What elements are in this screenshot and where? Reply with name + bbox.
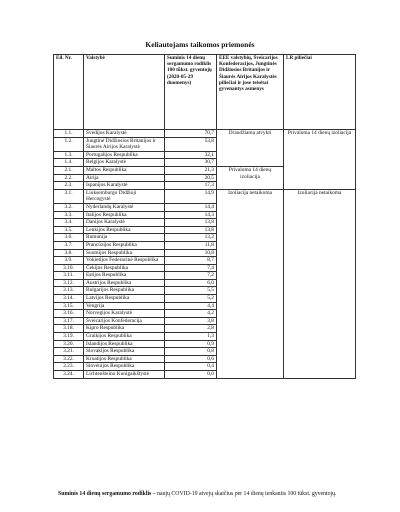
row-incidence-value: 17,3 bbox=[165, 182, 217, 190]
row-incidence-value: 70,7 bbox=[165, 130, 217, 138]
row-nr: 3.21. bbox=[54, 348, 84, 356]
row-incidence-value: 13,2 bbox=[165, 234, 217, 242]
row-state: Lenkijos Respublika bbox=[84, 226, 165, 234]
row-state: Jungtinė Didžiosios Britanijos ir Šiaurės Airijos Karalystė bbox=[84, 137, 165, 151]
row-state: Šveicarijos Konfederacija bbox=[84, 317, 165, 325]
row-incidence-value: 14,3 bbox=[165, 211, 217, 219]
row-incidence-value: 2,8 bbox=[165, 325, 217, 333]
row-state: Nyderlandų Karalystė bbox=[84, 203, 165, 211]
row-state: Italijos Respublika bbox=[84, 211, 165, 219]
row-state: Lichtenšteino Kunigaikštystė bbox=[84, 371, 165, 379]
row-state: Latvijos Respublika bbox=[84, 295, 165, 303]
row-state: Airija bbox=[84, 174, 165, 182]
row-incidence-value: 4,4 bbox=[165, 302, 217, 310]
row-state: Ispanijos Karalystė bbox=[84, 182, 165, 190]
group3-lr-note: Izoliacija netaikoma bbox=[284, 189, 356, 378]
row-nr: 3.13. bbox=[54, 287, 84, 295]
row-nr: 3.2. bbox=[54, 203, 84, 211]
group2-eee-note: Privaloma 14 dienų izoliacija bbox=[217, 166, 284, 189]
row-incidence-value: 4,2 bbox=[165, 310, 217, 318]
row-state: Norvegijos Karalystė bbox=[84, 310, 165, 318]
row-nr: 3.17. bbox=[54, 317, 84, 325]
row-state: Danijos Karalystė bbox=[84, 219, 165, 227]
row-state: Slovėnijos Respublika bbox=[84, 363, 165, 371]
row-incidence-value: 13,8 bbox=[165, 219, 217, 227]
row-nr: 3.8. bbox=[54, 249, 84, 257]
row-incidence-value: 7,4 bbox=[165, 264, 217, 272]
row-state: Kipro Respublika bbox=[84, 325, 165, 333]
row-incidence-value: 0,8 bbox=[165, 348, 217, 356]
row-nr: 1.3. bbox=[54, 151, 84, 159]
row-state: Islandijos Respublika bbox=[84, 340, 165, 348]
row-incidence-value: 5,2 bbox=[165, 295, 217, 303]
row-state: Rumunija bbox=[84, 234, 165, 242]
header-nr: Eil. Nr. bbox=[54, 55, 84, 130]
row-state: Vokietijos Federacinė Respublika bbox=[84, 257, 165, 265]
row-nr: 3.22. bbox=[54, 355, 84, 363]
row-state: Bulgarijos Respublika bbox=[84, 287, 165, 295]
row-state: Suomijos Respublika bbox=[84, 249, 165, 257]
row-incidence-value: 20,5 bbox=[165, 174, 217, 182]
row-state: Estijos Respublika bbox=[84, 272, 165, 280]
row-state: Graikijos Respublika bbox=[84, 333, 165, 341]
row-state: Austrijos Respublika bbox=[84, 279, 165, 287]
table-row bbox=[54, 130, 356, 138]
footnote-text: – naujų COVID-19 atvejų skaičius per 14 dienų tenkantis 100 tūkst. gyventojų. bbox=[151, 491, 337, 497]
row-incidence-value: 14,4 bbox=[165, 203, 217, 211]
row-incidence-value: 13,8 bbox=[165, 226, 217, 234]
header-incidence: Suminis 14 dienų sergamumo rodiklis 100 tūkst. gyventojų (2020-05-29 duomenys) bbox=[165, 55, 217, 130]
row-state: Čekijos Respublika bbox=[84, 264, 165, 272]
row-state: Prancūzijos Respublika bbox=[84, 241, 165, 249]
row-incidence-value: 0,4 bbox=[165, 363, 217, 371]
row-nr: 1.1. bbox=[54, 130, 84, 138]
row-incidence-value: 53,8 bbox=[165, 137, 217, 151]
group3-eee-note: Izoliacija netaikoma bbox=[217, 189, 284, 378]
row-nr: 3.18. bbox=[54, 325, 84, 333]
row-nr: 3.6. bbox=[54, 234, 84, 242]
row-nr: 3.10. bbox=[54, 264, 84, 272]
row-state: Kroatijos Respublika bbox=[84, 355, 165, 363]
row-incidence-value: 0,0 bbox=[165, 371, 217, 379]
header-eee-citizens: EEE valstybių, Šveicarijos Konfederacijos, Jungtinės Didžiosios Britanijos ir Šiaurės Airijos Karalystės piliečiai ir jose teisėtai gyvenantys asmenys bbox=[217, 55, 284, 130]
row-state: Maltos Respublika bbox=[84, 166, 165, 174]
row-nr: 3.12. bbox=[54, 279, 84, 287]
row-nr: 3.14. bbox=[54, 295, 84, 303]
row-state: Portugalijos Respublika bbox=[84, 151, 165, 159]
row-incidence-value: 5,5 bbox=[165, 287, 217, 295]
row-incidence-value: 21,3 bbox=[165, 166, 217, 174]
footnote-term: Suminis 14 dienų sergamumo rodiklis bbox=[58, 491, 152, 497]
row-state: Liuksemburgo Didžioji Hercogystė bbox=[84, 189, 165, 203]
group1-eee-note: Draudžiama atvykti bbox=[217, 130, 284, 167]
row-nr: 2.1. bbox=[54, 166, 84, 174]
row-nr: 3.20. bbox=[54, 340, 84, 348]
header-state: Valstybė bbox=[84, 55, 165, 130]
row-state: Švedijos Karalystė bbox=[84, 130, 165, 138]
row-nr: 1.2. bbox=[54, 137, 84, 151]
row-nr: 3.15. bbox=[54, 302, 84, 310]
footnote bbox=[58, 491, 368, 498]
table-row bbox=[54, 189, 356, 203]
row-incidence-value: 8,7 bbox=[165, 257, 217, 265]
header-lr-citizens: LR piliečiai bbox=[284, 55, 356, 130]
row-incidence-value: 0,9 bbox=[165, 340, 217, 348]
row-incidence-value: 11,8 bbox=[165, 241, 217, 249]
row-state: Slovakijos Respublika bbox=[84, 348, 165, 356]
row-nr: 2.3. bbox=[54, 182, 84, 190]
row-nr: 3.4. bbox=[54, 219, 84, 227]
row-incidence-value: 14,9 bbox=[165, 189, 217, 203]
row-nr: 1.4. bbox=[54, 159, 84, 167]
row-nr: 3.1. bbox=[54, 189, 84, 203]
row-nr: 3.24. bbox=[54, 371, 84, 379]
row-incidence-value: 10,8 bbox=[165, 249, 217, 257]
table-header-row bbox=[54, 55, 356, 130]
row-incidence-value: 32,1 bbox=[165, 151, 217, 159]
document-title: Keliautojams taikomos priemonės bbox=[145, 40, 255, 49]
row-nr: 3.11. bbox=[54, 272, 84, 280]
measures-table bbox=[53, 54, 356, 379]
row-nr: 3.23. bbox=[54, 363, 84, 371]
row-incidence-value: 6,0 bbox=[165, 279, 217, 287]
row-nr: 2.2. bbox=[54, 174, 84, 182]
table-body bbox=[54, 130, 356, 379]
row-nr: 3.7. bbox=[54, 241, 84, 249]
row-nr: 3.3. bbox=[54, 211, 84, 219]
row-incidence-value: 30,7 bbox=[165, 159, 217, 167]
row-nr: 3.9. bbox=[54, 257, 84, 265]
row-nr: 3.16. bbox=[54, 310, 84, 318]
row-incidence-value: 1,3 bbox=[165, 333, 217, 341]
row-incidence-value: 3,8 bbox=[165, 317, 217, 325]
row-nr: 3.5. bbox=[54, 226, 84, 234]
row-nr: 3.19. bbox=[54, 333, 84, 341]
row-incidence-value: 7,2 bbox=[165, 272, 217, 280]
row-incidence-value: 0,6 bbox=[165, 355, 217, 363]
group1-lr-note: Privaloma 14 dienų izoliacija bbox=[284, 130, 356, 190]
row-state: Vengrija bbox=[84, 302, 165, 310]
row-state: Belgijos Karalystė bbox=[84, 159, 165, 167]
